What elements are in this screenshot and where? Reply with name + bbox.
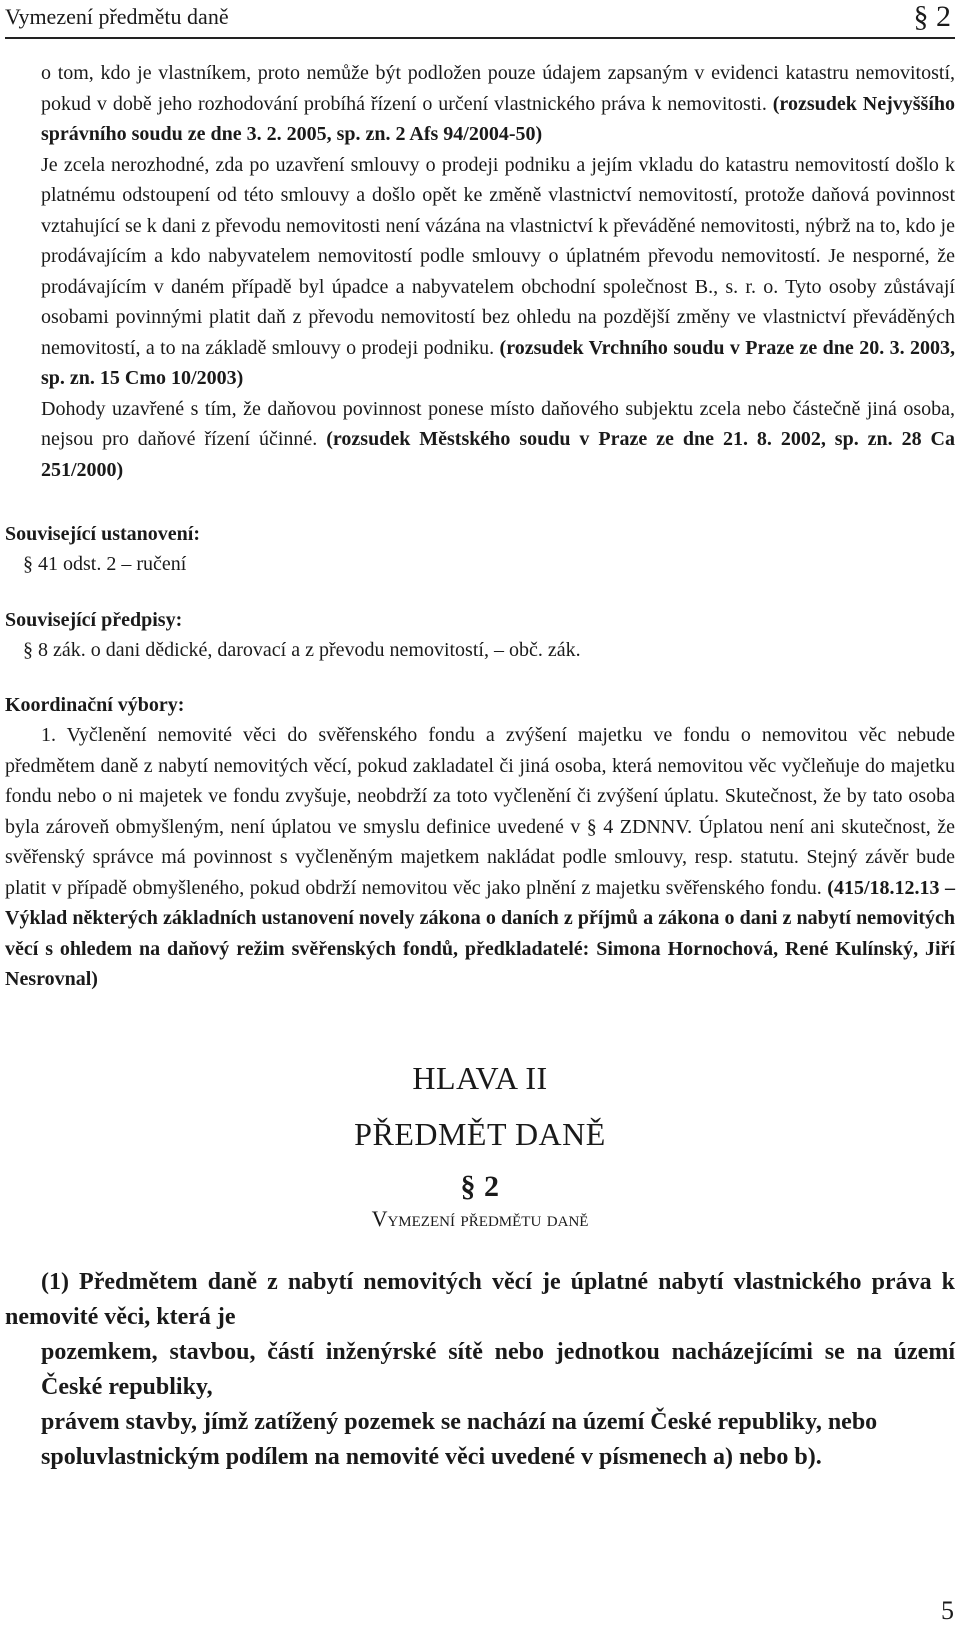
court-citation: (rozsudek Městského soudu v Praze ze dne 21. 8. 2002, sp. zn. 28 Ca 251/2000) [41,428,956,481]
coordination-citation: (415/18.12.13 – Výklad některých základních ustanovení novely zákona o daních z příjmů a zákona o dani z nabytí nemovitých věcí s ohledem na daňový režim svěřenských fondů, předkladatelé: Simona Hornochová, René Kulínský, Jiří Nesrovnal) [5,876,955,990]
section-number: § 2 [460,1169,500,1203]
continued-item [5,58,955,150]
point-label [5,1335,41,1370]
item-number [5,394,41,425]
point-a [5,1335,955,1405]
related-regulations-heading: Související předpisy: [5,608,183,631]
list-item-6 [5,394,955,486]
coordination-text: 1. Vyčlenění nemovité věci do svěřenského fondu a zvýšení majetku ve fondu o nemovitou věc nebude předmětem daně z nabytí nemovitých věcí, pokud zakladatel či jiná osoba, která nemovitou věc vyčleňuje do majetku fondu nebo o ni majetek ve fondu zvyšuje, neobdrží za toto vyčlenění či zvýšení úplatu. Skutečnost, že by tato osoba byla zároveň obmyšleným, není úplatou ve smyslu definice uvedené v § 4 ZDNNV. Úplatou není ani skutečnost, že svěřenský správce má povinnost s vyčleněným majetkem nakládat podle smlouvy, resp. statutu. Stejný závěr bude platit v případě obmyšleného, pokud obdrží nemovitou věc jako plnění z majetku svěřenského fondu. [5,724,955,899]
coordination-item [5,720,955,995]
point-text: právem stavby, jímž zatížený pozemek se nachází na území České republiky, nebo [41,1408,878,1435]
page-number: 5 [941,1596,954,1625]
running-title: Vymezení předmětu daně [5,4,229,29]
chapter-name: PŘEDMĚT DANĚ [354,1116,606,1152]
related-provisions-text: § 41 odst. 2 – ručení [23,553,187,575]
point-label [5,1405,41,1440]
item-number [5,150,41,181]
court-citation: (rozsudek Vrchního soudu v Praze ze dne 20. 3. 2003, sp. zn. 15 Cmo 10/2003) [41,336,956,389]
court-citation: (rozsudek Nejvyššího správního soudu ze dne 3. 2. 2005, sp. zn. 2 Afs 94/2004-50) [41,92,955,145]
related-provisions-heading: Související ustanovení: [5,523,201,545]
body-text [5,58,955,1475]
coordination-heading: Koordinační výbory: [5,694,185,716]
item-text: Je zcela nerozhodné, zda po uzavření smlouvy o prodeji podniku a jejím vkladu do katastru nemovitostí došlo k platnému odstoupení od této smlouvy a došlo opět ke změně vlastnictví nemovitostí, protože daňová povinnost vztahující se k dani z převodu nemovitosti není vázána na vlastnictví k převáděné nemovitosti, nýbrž na to, kdo je prodávajícím a kdo nabyvatelem nemovitostí podle smlouvy o úplatném převodu nemovitostí. Je nesporné, že prodávajícím v daném případě byl úpadce a nabyvatelem obchodní společnost B., s. r. o. Tyto osoby zůstávají osobami povinnými platit daň z převodu nemovitostí bez ohledu na pozdější změny ve vlastnictví převáděných nemovitostí, a to na základě smlouvy o prodeji podniku. [41,153,955,359]
list-item-5 [5,150,955,394]
point-label [5,1440,41,1475]
item-text: o tom, kdo je vlastníkem, proto nemůže být podložen pouze údajem zapsaným v evidenci katastru nemovitostí, pokud v době jeho rozhodování probíhá řízení o určení vlastnického práva k nemovitosti. [41,62,955,115]
related-regulations-text: § 8 zák. o dani dědické, darovací a z převodu nemovitostí, – obč. zák. [23,638,581,661]
header-section-mark: § 2 [913,0,951,33]
point-text: spoluvlastnickým podílem na nemovité věci uvedené v písmenech a) nebo b). [41,1443,822,1470]
point-text: pozemkem, stavbou, částí inženýrské sítě nebo jednotkou nacházejícími se na území České republiky, [41,1338,955,1400]
chapter-head: HLAVA II [412,1059,548,1096]
paragraph-intro: (1) Předmětem daně z nabytí nemovitých věcí je úplatné nabytí vlastnického práva k nemovité věci, která je [5,1268,955,1330]
section-title: Vymezení předmětu daně [371,1206,589,1231]
item-text: Dohody uzavřené s tím, že daňovou povinnost ponese místo daňového subjektu zcela nebo částečně jiná osoba, nejsou pro daňové řízení účinné. [41,397,955,450]
point-c [5,1440,955,1475]
running-header [5,2,955,39]
point-b [5,1405,955,1440]
